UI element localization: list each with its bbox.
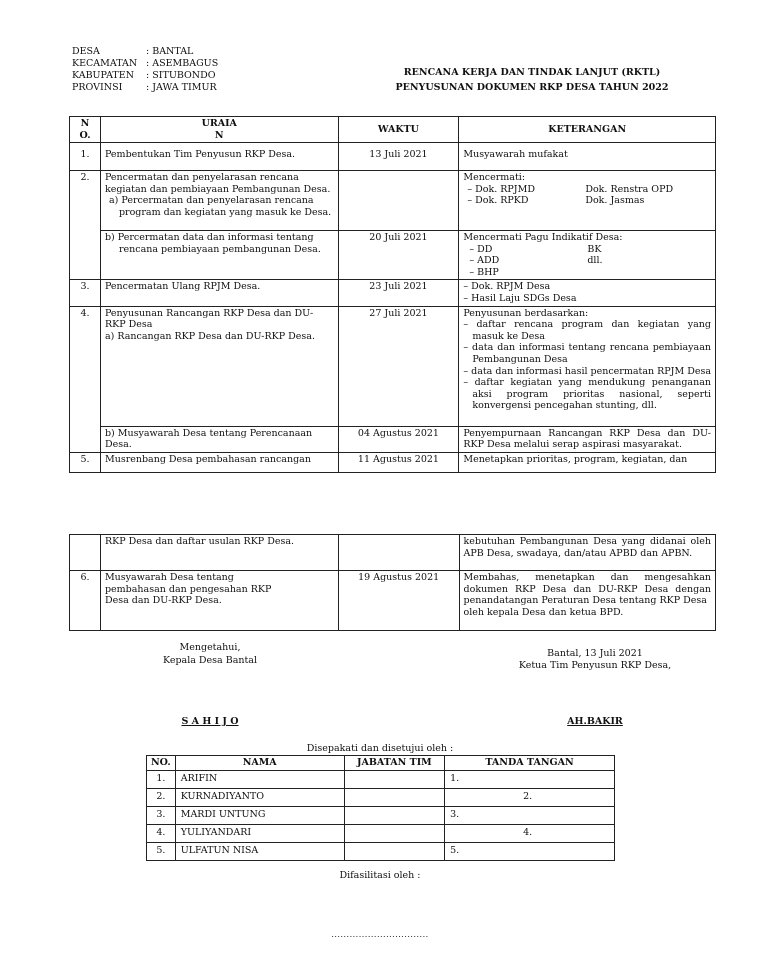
document-title: RENCANA KERJA DAN TINDAK LANJUT (RKTL): [403, 67, 661, 78]
ket-item: – daftar kegiatan yang mendukung penanganan aksi program prioritas nasional, seperti konvergensi pencegahan stunting, dll.: [463, 377, 711, 412]
row-waktu: [338, 535, 459, 571]
row-waktu: 11 Agustus 2021: [338, 452, 459, 472]
row-uraian: Pembentukan Tim Penyusun RKP Desa.: [100, 143, 338, 171]
row-keterangan: [459, 280, 716, 306]
uraian-sub-a: a) Rancangan RKP Desa dan DU-RKP Desa.: [104, 330, 315, 342]
row-nama: KURNADIYANTO: [175, 788, 344, 806]
row-no: 1.: [147, 770, 176, 788]
ket-item: BK: [587, 243, 602, 255]
row-keterangan: Menetapkan prioritas, program, kegiatan, dan: [459, 452, 716, 472]
table-row: [70, 143, 716, 171]
row-uraian: [100, 171, 338, 231]
ket-line: [463, 195, 711, 207]
table-row: [70, 231, 716, 280]
row-keterangan: [459, 171, 716, 231]
sig-left-title: Mengetahui,: [179, 642, 241, 653]
col-ttd: TANDA TANGAN: [445, 756, 615, 771]
signature-dots: ................................: [331, 930, 429, 939]
row-uraian: RKP Desa dan daftar usulan RKP Desa.: [100, 535, 338, 571]
table-row: [70, 452, 716, 472]
row-keterangan: kebutuhan Pembangunan Desa yang didanai oleh APB Desa, swadaya, dan/atau APBD dan APBN.: [459, 535, 715, 571]
row-no: 4.: [70, 306, 101, 452]
col-no: N O.: [70, 117, 101, 143]
ket-line: – BHP: [469, 266, 499, 278]
row-nama: ULFATUN NISA: [175, 842, 344, 860]
table-row: [70, 280, 716, 306]
header-value: : SITUBONDO: [146, 70, 216, 81]
sig-right-role: Ketua Tim Penyusun RKP Desa,: [518, 660, 672, 671]
sig-right-name: AH.BAKIR: [567, 716, 623, 727]
ket-item: – data dan informasi tentang rencana pembiayaan Pembangunan Desa: [463, 342, 711, 365]
ket-item: – DD: [469, 243, 493, 255]
ket-text: Membahas, menetapkan dan mengesahkan dokumen RKP Desa dan DU-RKP Desa dengan penandatangan Peraturan Desa tentang RKP Desa: [463, 572, 711, 607]
ket-item: – ADD: [469, 255, 500, 267]
header-value: : BANTAL: [146, 46, 194, 57]
sig-right-date: Bantal, 13 Juli 2021: [547, 648, 643, 659]
col-nama: NAMA: [175, 756, 344, 771]
table-row: [70, 571, 716, 631]
row-waktu: 23 Juli 2021: [338, 280, 459, 306]
table-row: [70, 171, 716, 231]
row-jabatan: [344, 824, 444, 842]
row-no: 4.: [147, 824, 176, 842]
ket-item: Dok. Jasmas: [585, 195, 645, 207]
uraian-sub-a: a) Percermatan dan penyelarasan rencana program dan kegiatan yang masuk ke Desa.: [108, 195, 332, 218]
table-row: [70, 306, 716, 426]
ket-item: – Dok. RPJMD: [467, 183, 535, 195]
row-keterangan: Musyawarah mufakat: [459, 143, 716, 171]
col-jabatan: JABATAN TIM: [344, 756, 444, 771]
ket-line: – Dok. RPJM Desa: [463, 281, 551, 293]
col-keterangan: KETERANGAN: [459, 117, 716, 143]
ket-item: dll.: [587, 255, 603, 267]
row-no: 5.: [147, 842, 176, 860]
row-no: 3.: [70, 280, 101, 306]
col-no: NO.: [147, 756, 176, 771]
row-waktu: 20 Juli 2021: [338, 231, 459, 280]
ket-item: – Dok. RPKD: [467, 195, 529, 207]
header-desa: [72, 46, 193, 58]
rktl-table: [69, 116, 716, 473]
row-no: 2.: [147, 788, 176, 806]
col-uraian: URAIA N: [100, 117, 338, 143]
ket-line: – Hasil Laju SDGs Desa: [463, 293, 577, 305]
agreement-header-row: [147, 756, 615, 771]
table-row: [147, 788, 615, 806]
header-label: PROVINSI: [72, 82, 123, 93]
table-row: [147, 842, 615, 860]
row-waktu: [338, 171, 459, 231]
row-nama: MARDI UNTUNG: [175, 806, 344, 824]
ket-line: Penyusunan berdasarkan:: [463, 307, 589, 319]
row-uraian: b) Musyawarah Desa tentang Perencanaan Desa.: [100, 426, 338, 452]
header-label: KABUPATEN: [72, 70, 135, 81]
row-jabatan: [344, 806, 444, 824]
row-waktu: 27 Juli 2021: [338, 306, 459, 426]
ket-line: [463, 244, 711, 256]
row-uraian: [100, 306, 338, 426]
table-row: [147, 770, 615, 788]
row-ttd: 3.: [445, 806, 615, 824]
table-header-row: [70, 117, 716, 143]
row-keterangan: [459, 306, 716, 426]
sig-left-name: S A H I J O: [181, 716, 239, 727]
header-kecamatan: [72, 58, 218, 70]
table-row: [147, 806, 615, 824]
row-keterangan: [459, 231, 716, 280]
ket-line: Mencermati Pagu Indikatif Desa:: [463, 232, 623, 244]
row-no: 5.: [70, 452, 101, 472]
header-kabupaten: [72, 70, 216, 82]
row-nama: ARIFIN: [175, 770, 344, 788]
header-label: DESA: [72, 46, 100, 57]
ket-line: Mencermati:: [463, 172, 526, 184]
row-no: 2.: [70, 171, 101, 280]
uraian-text: Pencermatan dan penyelarasan rencana kegiatan dan pembiayaan Pembangunan Desa.: [104, 172, 331, 195]
ket-text: oleh kepala Desa dan ketua BPD.: [463, 606, 624, 618]
row-uraian: Pencermatan Ulang RPJM Desa.: [100, 280, 338, 306]
row-keterangan: Penyempurnaan Rancangan RKP Desa dan DU-RKP Desa melalui serap aspirasi masyarakat.: [459, 426, 716, 452]
uraian-text: Penyusunan Rancangan RKP Desa dan DU-RKP Desa: [104, 307, 314, 331]
header-provinsi: [72, 82, 217, 94]
row-waktu: 13 Juli 2021: [338, 143, 459, 171]
row-keterangan: [459, 571, 715, 631]
row-no: 6.: [70, 571, 101, 631]
agreement-table: [146, 755, 615, 861]
sig-left-role: Kepala Desa Bantal: [162, 655, 257, 666]
facilitated-caption: Difasilitasi oleh :: [339, 870, 421, 881]
ket-item: – daftar rencana program dan kegiatan yang masuk ke Desa: [463, 319, 711, 342]
ket-line: [463, 255, 711, 267]
table-row: [70, 535, 716, 571]
row-uraian: Musrenbang Desa pembahasan rancangan: [100, 452, 338, 472]
row-uraian: [100, 571, 338, 631]
header-value: : JAWA TIMUR: [146, 82, 217, 93]
row-no: [70, 535, 101, 571]
table-row: [70, 426, 716, 452]
ket-item: – data dan informasi hasil pencermatan RPJM Desa: [463, 365, 712, 377]
agreement-caption: Disepakati dan disetujui oleh :: [306, 743, 454, 754]
row-uraian: [100, 231, 338, 280]
document-subtitle: PENYUSUNAN DOKUMEN RKP DESA TAHUN 2022: [395, 82, 669, 93]
row-ttd: 4.: [445, 824, 615, 842]
table-row: [147, 824, 615, 842]
header-label: KECAMATAN: [72, 58, 138, 69]
ket-line: [463, 184, 711, 196]
uraian-text: Musyawarah Desa tentang pembahasan dan pengesahan RKP Desa dan DU-RKP Desa.: [104, 572, 272, 607]
row-ttd: 5.: [445, 842, 615, 860]
row-jabatan: [344, 842, 444, 860]
ket-item: Dok. Renstra OPD: [585, 183, 674, 195]
rktl-table-continued: [69, 534, 716, 631]
col-waktu: WAKTU: [338, 117, 459, 143]
row-ttd: 2.: [445, 788, 615, 806]
row-jabatan: [344, 770, 444, 788]
row-ttd: 1.: [445, 770, 615, 788]
row-waktu: 04 Agustus 2021: [338, 426, 459, 452]
row-no: 3.: [147, 806, 176, 824]
row-no: 1.: [70, 143, 101, 171]
header-value: : ASEMBAGUS: [146, 58, 219, 69]
row-nama: YULIYANDARI: [175, 824, 344, 842]
row-jabatan: [344, 788, 444, 806]
row-waktu: 19 Agustus 2021: [338, 571, 459, 631]
uraian-sub-b: b) Percermatan data dan informasi tentang rencana pembiayaan pembangunan Desa.: [104, 232, 321, 255]
